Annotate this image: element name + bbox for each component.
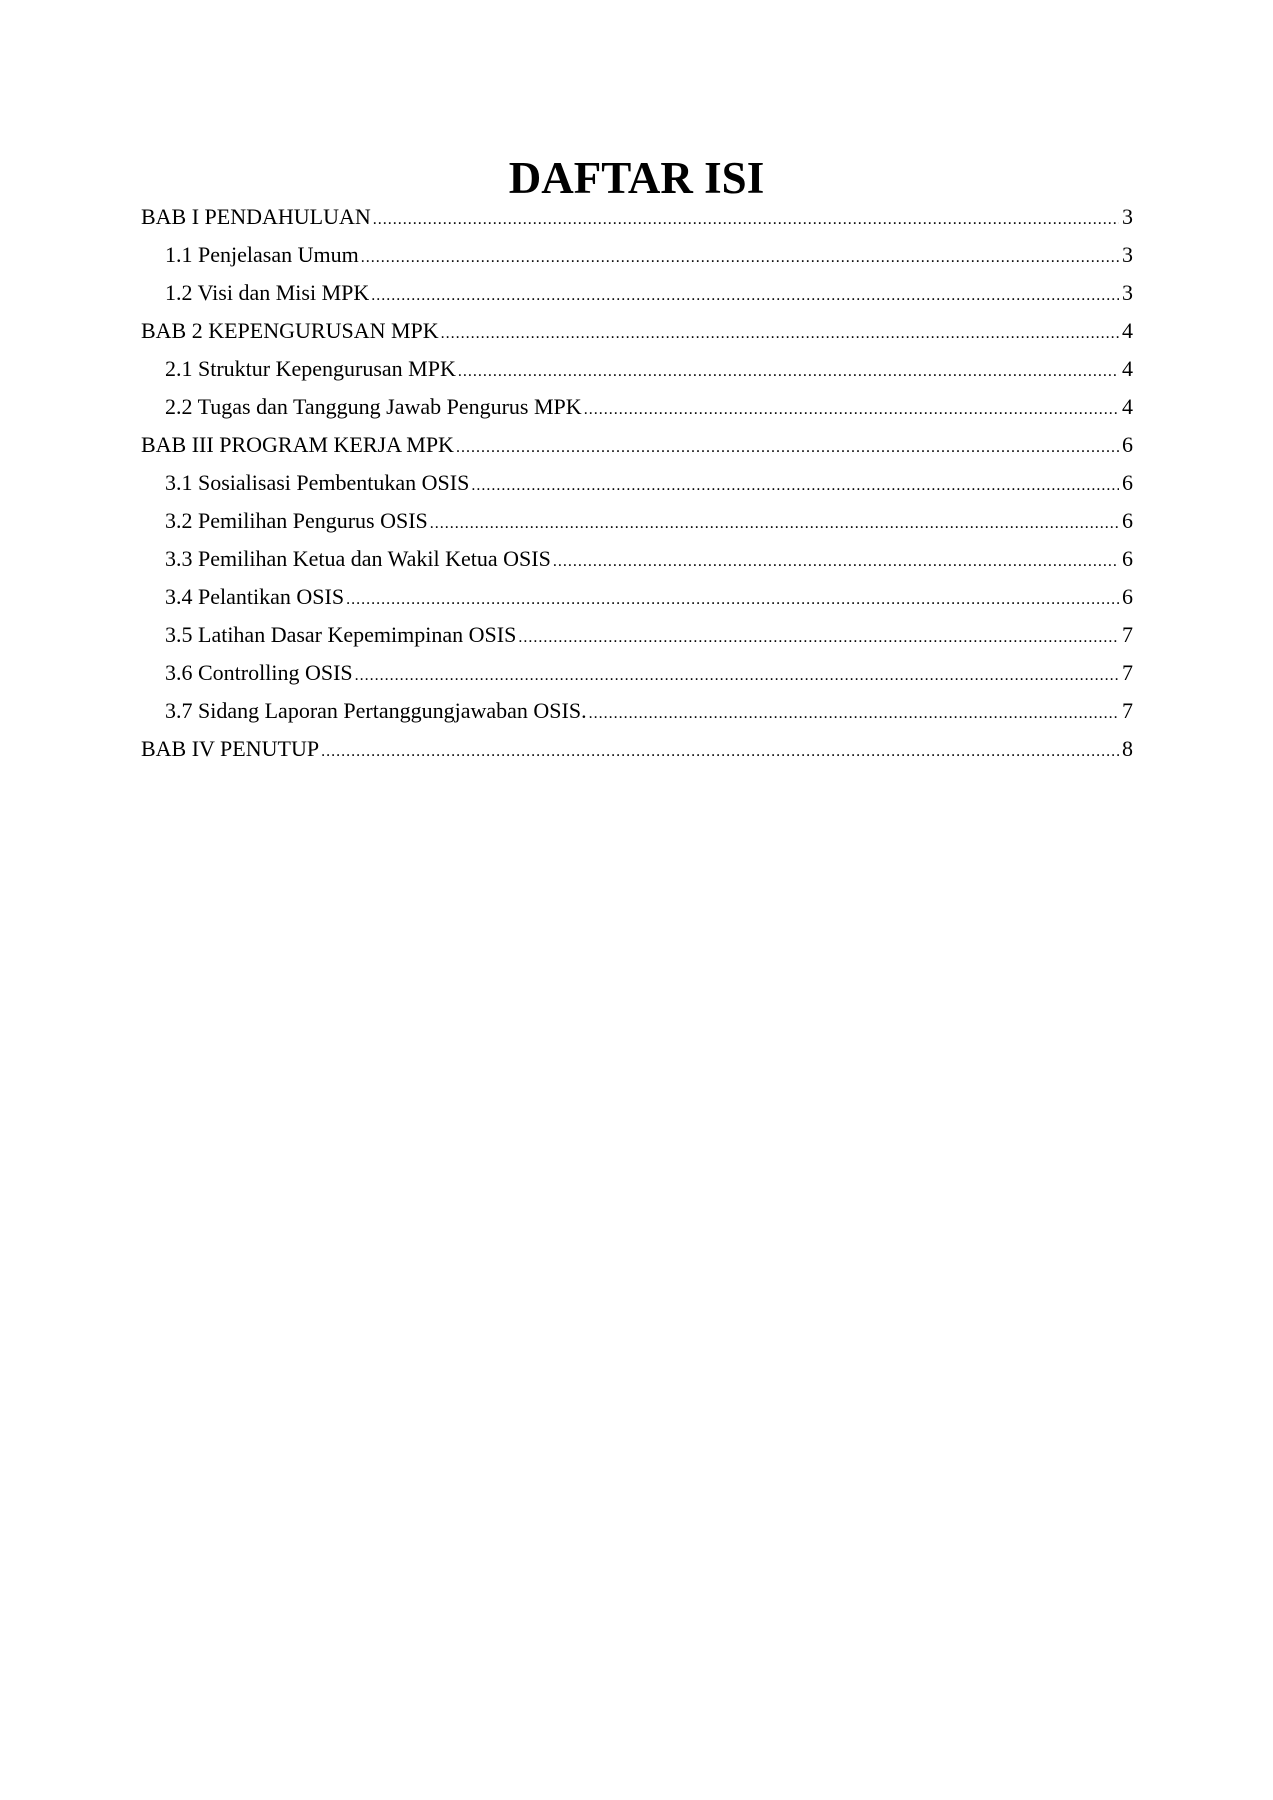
toc-entry[interactable]: [141, 388, 1133, 426]
toc-dot-leader: [553, 543, 1119, 578]
toc-dot-leader: [471, 467, 1119, 502]
toc-dot-leader: [430, 505, 1119, 540]
toc-entry-page-number: 6: [1122, 546, 1133, 571]
toc-dot-leader: [441, 315, 1119, 350]
toc-entry-page-number: 6: [1122, 508, 1133, 533]
toc-dot-leader: [355, 657, 1119, 692]
toc-entry-page-number: 6: [1122, 584, 1133, 609]
toc-dot-leader: [321, 733, 1119, 768]
toc-entry-label: 1.2 Visi dan Misi MPK: [165, 280, 370, 305]
toc-entry[interactable]: [141, 312, 1133, 350]
toc-entry[interactable]: [141, 350, 1133, 388]
toc-entry-page-number: 7: [1122, 660, 1133, 685]
toc-entry-page-number: 4: [1122, 318, 1133, 343]
toc-dot-leader: [589, 695, 1119, 730]
toc-entry[interactable]: [141, 236, 1133, 274]
toc-dot-leader: [584, 391, 1119, 426]
toc-dot-leader: [458, 353, 1119, 388]
table-of-contents: [141, 198, 1133, 768]
toc-entry-page-number: 7: [1122, 698, 1133, 723]
toc-entry-page-number: 7: [1122, 622, 1133, 647]
toc-entry-label: BAB IV PENUTUP: [141, 736, 320, 761]
toc-entry[interactable]: [141, 540, 1133, 578]
toc-entry[interactable]: [141, 616, 1133, 654]
toc-entry-label: 3.4 Pelantikan OSIS: [165, 584, 345, 609]
toc-entry-page-number: 3: [1122, 204, 1133, 229]
toc-entry-label: BAB I PENDAHULUAN: [141, 204, 371, 229]
toc-entry[interactable]: [141, 464, 1133, 502]
page-title: DAFTAR ISI: [508, 153, 765, 203]
toc-entry-page-number: 6: [1122, 470, 1133, 495]
toc-entry[interactable]: [141, 692, 1133, 730]
toc-entry[interactable]: [141, 578, 1133, 616]
toc-entry-label: 3.5 Latihan Dasar Kepemimpinan OSIS: [165, 622, 517, 647]
toc-entry-label: 2.1 Struktur Kepengurusan MPK: [165, 356, 456, 381]
toc-entry-label: 3.2 Pemilihan Pengurus OSIS: [165, 508, 428, 533]
toc-dot-leader: [371, 277, 1119, 312]
toc-entry-page-number: 3: [1122, 280, 1133, 305]
toc-dot-leader: [361, 239, 1119, 274]
toc-dot-leader: [518, 619, 1119, 654]
toc-entry-label: 3.1 Sosialisasi Pembentukan OSIS: [165, 470, 470, 495]
toc-entry[interactable]: [141, 198, 1133, 236]
toc-entry-page-number: 6: [1122, 432, 1133, 457]
toc-entry-label: 1.1 Penjelasan Umum: [165, 242, 359, 267]
toc-entry-page-number: 3: [1122, 242, 1133, 267]
toc-entry-label: BAB III PROGRAM KERJA MPK: [141, 432, 454, 457]
toc-entry[interactable]: [141, 274, 1133, 312]
toc-entry[interactable]: [141, 426, 1133, 464]
toc-dot-leader: [456, 429, 1119, 464]
toc-entry[interactable]: [141, 730, 1133, 768]
toc-entry-label: 2.2 Tugas dan Tanggung Jawab Pengurus MPK: [165, 394, 582, 419]
toc-entry-page-number: 4: [1122, 356, 1133, 381]
toc-dot-leader: [373, 201, 1119, 236]
toc-entry-label: BAB 2 KEPENGURUSAN MPK: [141, 318, 439, 343]
toc-entry-label: 3.3 Pemilihan Ketua dan Wakil Ketua OSIS: [165, 546, 551, 571]
toc-entry-page-number: 8: [1122, 736, 1133, 761]
toc-entry[interactable]: [141, 502, 1133, 540]
toc-entry[interactable]: [141, 654, 1133, 692]
toc-entry-label: 3.6 Controlling OSIS: [165, 660, 353, 685]
toc-dot-leader: [346, 581, 1119, 616]
toc-entry-label: 3.7 Sidang Laporan Pertanggungjawaban OSIS.: [165, 698, 587, 723]
toc-entry-page-number: 4: [1122, 394, 1133, 419]
